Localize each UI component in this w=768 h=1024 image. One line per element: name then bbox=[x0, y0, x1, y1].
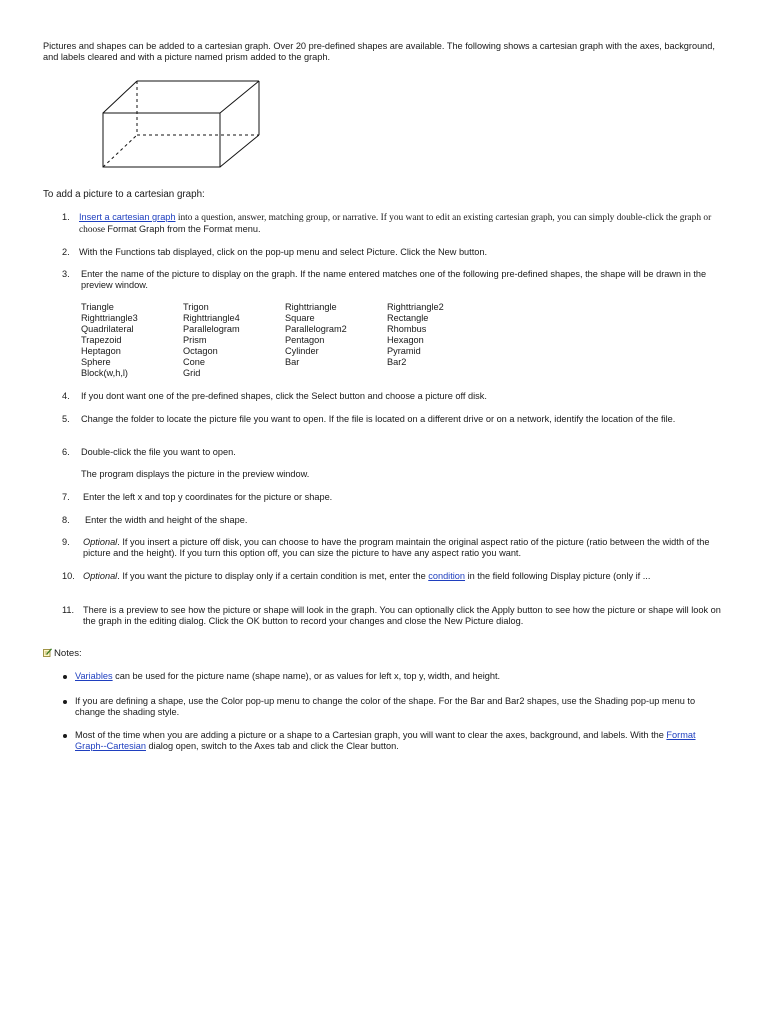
shape-name: Pyramid bbox=[387, 346, 421, 356]
shape-name: Quadrilateral bbox=[81, 324, 134, 334]
note-text-cont: dialog open, switch to the Axes tab and click the Clear button. bbox=[145, 741, 399, 751]
step-number: 9. bbox=[62, 537, 70, 547]
shape-name: Trapezoid bbox=[81, 335, 122, 345]
step-number: 5. bbox=[62, 414, 70, 424]
bullet bbox=[63, 675, 67, 679]
note-text: can be used for the picture name (shape name), or as values for left x, top y, width, and height. bbox=[112, 671, 501, 681]
shape-name: Block(w,h,l) bbox=[81, 368, 128, 378]
step-text: If you dont want one of the pre-defined shapes, click the Select button and choose a picture off disk. bbox=[81, 391, 487, 401]
shape-name: Rhombus bbox=[387, 324, 427, 334]
step-number: 10. bbox=[62, 571, 75, 581]
step-text: Enter the left x and top y coordinates for the picture or shape. bbox=[83, 492, 333, 502]
variables-link[interactable]: Variables bbox=[75, 671, 113, 681]
shape-name: Triangle bbox=[81, 302, 114, 312]
notepad-pencil-icon bbox=[43, 648, 52, 657]
note-text: Most of the time when you are adding a picture or a shape to a Cartesian graph, you will want to clear the axes, background, and labels. With the bbox=[75, 730, 667, 740]
table-row bbox=[81, 324, 489, 335]
table-row bbox=[81, 346, 489, 357]
step-text: There is a preview to see how the picture or shape will look in the graph. You can optionally click the Apply button to see how the picture or shape will look on the graph in the editing dialog. Click the OK button to record your changes and close the New Picture dialog. bbox=[83, 605, 721, 626]
table-row bbox=[81, 357, 489, 368]
step-number: 3. bbox=[62, 269, 70, 279]
step-text-cont: Format Graph from the Format menu. bbox=[107, 224, 261, 234]
shape-name: Righttriangle4 bbox=[183, 313, 240, 323]
section-heading: To add a picture to a cartesian graph: bbox=[43, 189, 205, 200]
shape-name: Square bbox=[285, 313, 315, 323]
step-text: Change the folder to locate the picture file you want to open. If the file is located on a different drive or on a network, identify the location of the file. bbox=[81, 414, 676, 424]
table-row bbox=[81, 302, 489, 313]
step-number: 4. bbox=[62, 391, 70, 401]
step-number: 2. bbox=[62, 247, 70, 257]
shape-name: Cone bbox=[183, 357, 205, 367]
shape-name: Righttriangle3 bbox=[81, 313, 138, 323]
step-text: . If you insert a picture off disk, you can choose to have the program maintain the original aspect ratio of the picture (ratio between the width of the picture and the height). If you turn this option off, you can size the picture to have any aspect ratio you want. bbox=[83, 537, 710, 558]
shape-name: Rectangle bbox=[387, 313, 429, 323]
note-item bbox=[75, 671, 723, 682]
step-number: 8. bbox=[62, 515, 70, 525]
step-text: . If you want the picture to display only if a certain condition is met, enter the bbox=[117, 571, 429, 581]
table-row bbox=[81, 313, 489, 324]
shape-name bbox=[387, 368, 489, 379]
shape-name: Sphere bbox=[81, 357, 111, 367]
insert-cartesian-graph-link[interactable]: Insert a cartesian graph bbox=[79, 212, 176, 222]
step-text: Double-click the file you want to open. bbox=[81, 447, 236, 457]
condition-link[interactable]: condition bbox=[428, 571, 466, 581]
step-number: 7. bbox=[62, 492, 70, 502]
step-subtext: The program displays the picture in the preview window. bbox=[81, 469, 310, 479]
shape-name bbox=[285, 368, 387, 379]
note-item: If you are defining a shape, use the Color pop-up menu to change the color of the shape. For the Bar and Bar2 shapes, use the Shading pop-up menu to change the shading style. bbox=[75, 696, 696, 717]
step-text: Enter the width and height of the shape. bbox=[85, 515, 248, 525]
shape-name: Grid bbox=[183, 368, 201, 378]
notes-header bbox=[43, 648, 82, 659]
step-number: 1. bbox=[62, 212, 70, 222]
shape-name: Bar2 bbox=[387, 357, 407, 367]
shape-name: Heptagon bbox=[81, 346, 121, 356]
optional-label: Optional bbox=[83, 537, 118, 547]
table-row bbox=[81, 368, 489, 379]
note-item bbox=[75, 730, 723, 752]
shape-name: Prism bbox=[183, 335, 207, 345]
step-number: 6. bbox=[62, 447, 70, 457]
optional-label: Optional bbox=[83, 571, 118, 581]
shape-name: Trigon bbox=[183, 302, 209, 312]
shape-name: Pentagon bbox=[285, 335, 325, 345]
format-graph-cartesian-link[interactable]: Format Graph--Cartesian bbox=[75, 730, 696, 751]
step-text: With the Functions tab displayed, click on the pop-up menu and select Picture. Click the New button. bbox=[79, 247, 488, 257]
shape-name: Cylinder bbox=[285, 346, 319, 356]
table-row bbox=[81, 335, 489, 346]
prism-figure bbox=[100, 78, 264, 174]
shape-name: Octagon bbox=[183, 346, 218, 356]
shape-name: Righttriangle bbox=[285, 302, 337, 312]
intro-paragraph: Pictures and shapes can be added to a cartesian graph. Over 20 pre-defined shapes are available. The following shows a cartesian graph with the axes, background, and labels cleared and with a picture named prism added to the graph. bbox=[43, 41, 715, 62]
predefined-shapes-table bbox=[81, 302, 489, 379]
step-text: Enter the name of the picture to display on the graph. If the name entered matches one of the following pre-defined shapes, the shape will be drawn in the preview window. bbox=[81, 269, 707, 290]
shape-name: Parallelogram2 bbox=[285, 324, 347, 334]
bullet bbox=[63, 700, 67, 704]
bullet bbox=[63, 734, 67, 738]
shape-name: Parallelogram bbox=[183, 324, 240, 334]
notes-title: Notes: bbox=[54, 648, 82, 659]
step-text-cont: in the field following Display picture (only if ... bbox=[465, 571, 651, 581]
shape-name: Hexagon bbox=[387, 335, 424, 345]
step-number: 11. bbox=[62, 605, 75, 615]
step-text: into a question, answer, matching group, or narrative. If you want to edit an existing cartesian graph, you can simply double-click the graph or choose bbox=[79, 213, 712, 235]
shape-name: Bar bbox=[285, 357, 300, 367]
shape-name: Righttriangle2 bbox=[387, 302, 444, 312]
